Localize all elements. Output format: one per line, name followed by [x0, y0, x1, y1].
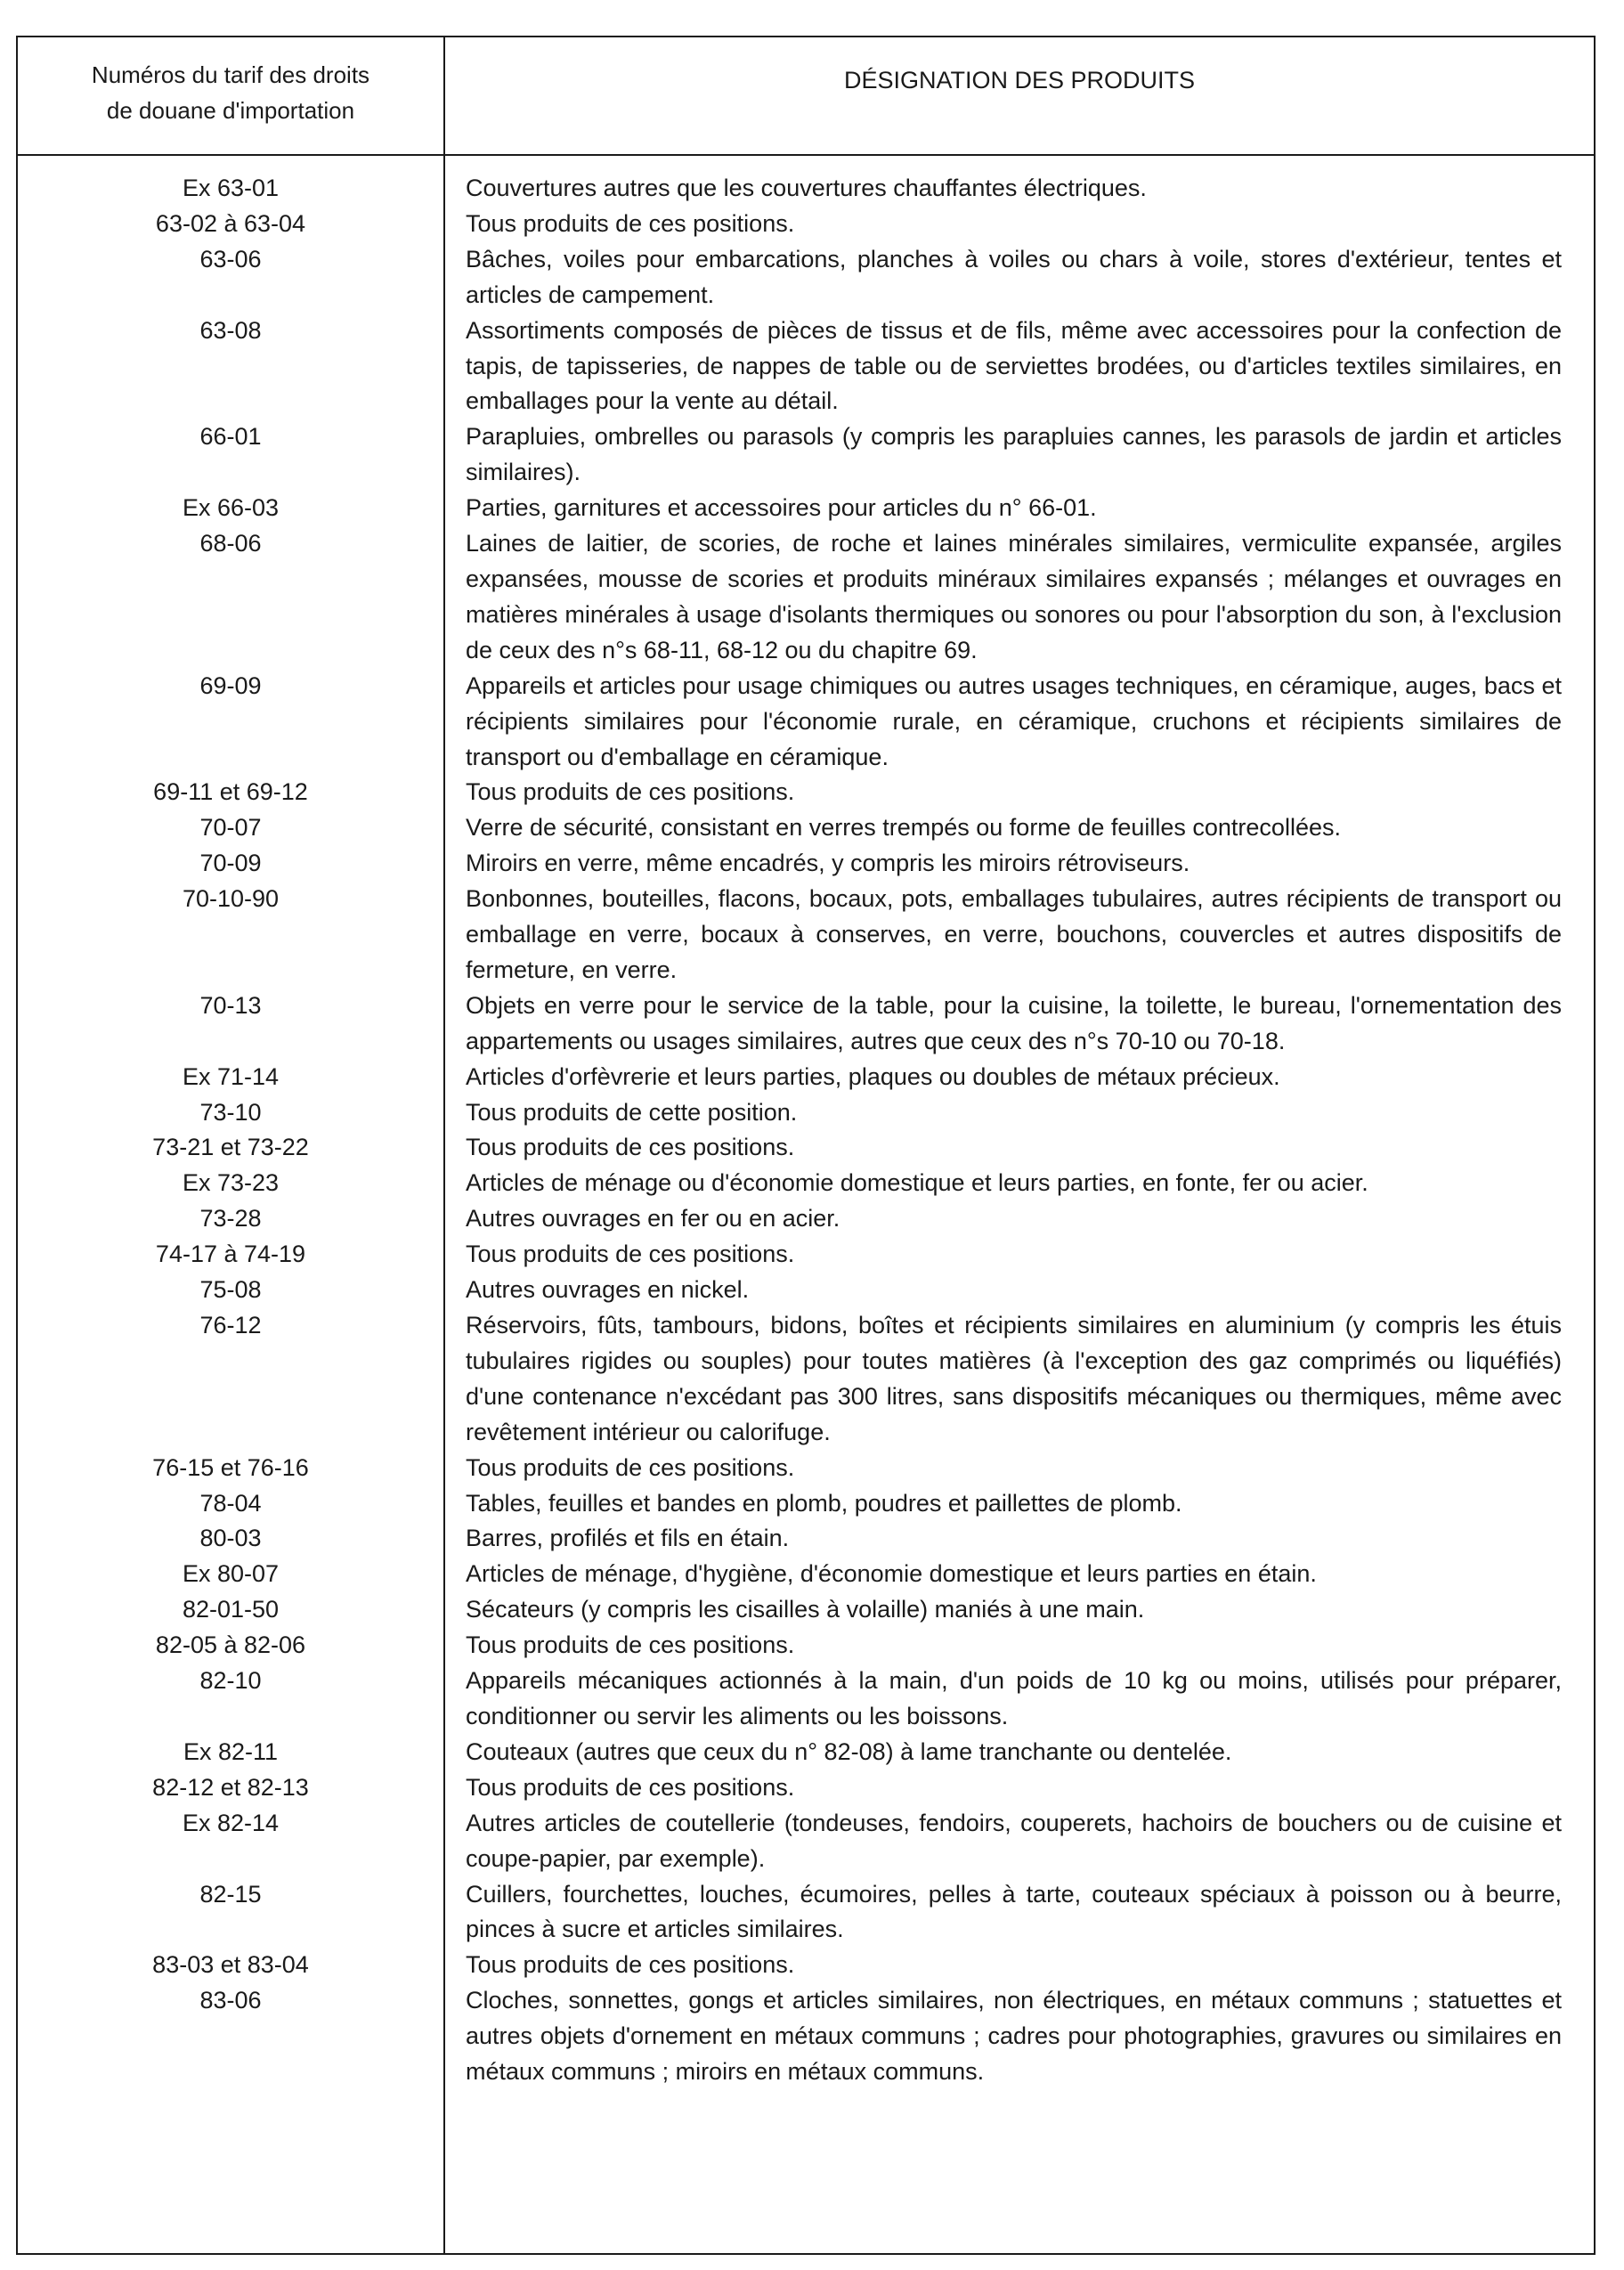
tariff-number: 73-10 [199, 1098, 262, 1126]
table-row [18, 882, 1594, 989]
tariff-number: 75-08 [199, 1276, 262, 1304]
product-designation: Tous produits de ces positions. [466, 1241, 795, 1268]
table-row [18, 1735, 1594, 1770]
table-row [18, 669, 1594, 776]
tariff-number: 70-09 [199, 850, 262, 877]
table-row [18, 1592, 1594, 1628]
header-product-designation: DÉSIGNATION DES PRODUITS [843, 67, 1196, 94]
table-row [18, 1983, 1594, 2090]
header-tariff-numbers: Numéros du tarif des droits de douane d'importation [91, 61, 370, 124]
tariff-number: 83-03 et 83-04 [152, 1951, 309, 1979]
tariff-number: 74-17 à 74-19 [155, 1241, 306, 1268]
product-designation: Tous produits de ces positions. [466, 1631, 795, 1659]
table-header [18, 37, 1594, 156]
table-row [18, 1166, 1594, 1201]
tariff-number: 70-13 [199, 991, 262, 1019]
table-row [18, 1486, 1594, 1522]
table-row [18, 1770, 1594, 1806]
tariff-number: 82-12 et 82-13 [152, 1773, 309, 1801]
product-designation: Articles de ménage, d'hygiène, d'économie domestique et leurs parties en étain. [466, 1560, 1317, 1588]
product-designation: Miroirs en verre, même encadrés, y compris les miroirs rétroviseurs. [466, 850, 1190, 877]
tariff-number: Ex 80-07 [182, 1560, 280, 1588]
product-designation: Tous produits de cette position. [466, 1098, 798, 1126]
table-row [18, 171, 1594, 207]
table-row [18, 1877, 1594, 1949]
tariff-number: 70-07 [199, 814, 262, 842]
table-row [18, 491, 1594, 526]
table-row [18, 775, 1594, 810]
tariff-number: 83-06 [199, 1987, 262, 2014]
product-designation: Tous produits de ces positions. [466, 778, 795, 806]
tariff-number: 82-15 [199, 1880, 262, 1908]
table-row [18, 1130, 1594, 1166]
product-designation: Articles de ménage ou d'économie domestique et leurs parties, en fonte, fer ou acier. [466, 1169, 1368, 1197]
table-row [18, 1806, 1594, 1877]
product-designation: Autres ouvrages en nickel. [466, 1276, 750, 1304]
tariff-number: 68-06 [199, 530, 262, 557]
tariff-number: 63-02 à 63-04 [155, 209, 306, 237]
table-row [18, 1628, 1594, 1664]
tariff-number: 63-08 [199, 316, 262, 344]
tariff-number: Ex 73-23 [182, 1169, 280, 1197]
tariff-number: Ex 82-11 [183, 1737, 279, 1765]
product-designation: Parties, garnitures et accessoires pour articles du n° 66-01. [466, 494, 1097, 522]
product-designation: Tous produits de ces positions. [466, 1453, 795, 1481]
tariff-number: 80-03 [199, 1525, 262, 1552]
product-designation: Barres, profilés et fils en étain. [466, 1525, 790, 1552]
tariff-number: 82-05 à 82-06 [155, 1631, 306, 1659]
tariff-number: 63-06 [199, 245, 262, 273]
table-row [18, 1521, 1594, 1557]
product-designation: Couvertures autres que les couvertures chauffantes électriques. [466, 175, 1147, 201]
product-designation: Tous produits de ces positions. [466, 1773, 795, 1801]
tariff-number: 76-15 et 76-16 [152, 1453, 309, 1481]
table-row [18, 810, 1594, 846]
product-designation: Sécateurs (y compris les cisailles à volaille) maniés à une main. [466, 1596, 1145, 1623]
table-row [18, 419, 1594, 491]
table-row [18, 989, 1594, 1060]
product-designation: Assortiments composés de pièces de tissus et de fils, même avec accessoires pour la confection de tapis, de tapisseries, de nappes de table ou de serviettes brodées, ou d'articles textiles similaires, en emballages pour la vente au détail. [466, 316, 1562, 415]
table-body [18, 171, 1594, 2090]
table-row [18, 526, 1594, 669]
table-row [18, 1060, 1594, 1095]
table-row [18, 1948, 1594, 1983]
tariff-number: 73-28 [199, 1205, 262, 1233]
tariff-number: 66-01 [199, 423, 262, 451]
table-row [18, 1557, 1594, 1592]
table-row [18, 207, 1594, 242]
tariff-number: 69-11 et 69-12 [153, 778, 308, 806]
product-designation: Bâches, voiles pour embarcations, planches à voiles ou chars à voile, stores d'extérieur, tentes et articles de campement. [466, 245, 1562, 308]
product-designation: Appareils et articles pour usage chimiques ou autres usages techniques, en céramique, auges, bacs et récipients similaires pour l'économie rurale, en céramique, cruchons et récipients similaires de transport ou d'emballage en céramique. [466, 671, 1562, 770]
product-designation: Couteaux (autres que ceux du n° 82-08) à lame tranchante ou dentelée. [466, 1737, 1232, 1765]
product-designation: Autres articles de coutellerie (tondeuses, fendoirs, couperets, hachoirs de bouchers ou de cuisine et coupe-papier, par exemple). [466, 1809, 1562, 1872]
table-row [18, 1201, 1594, 1237]
product-designation: Articles d'orfèvrerie et leurs parties, plaques ou doubles de métaux précieux. [466, 1062, 1280, 1090]
tariff-table [16, 36, 1596, 2255]
product-designation: Objets en verre pour le service de la table, pour la cuisine, la toilette, le bureau, l'ornementation des appartements ou usages similaires, autres que ceux des n°s 70-10 ou 70-18. [466, 991, 1562, 1054]
product-designation: Réservoirs, fûts, tambours, bidons, boîtes et récipients similaires en aluminium (y compris les étuis tubulaires rigides ou souples) pour toutes matières (à l'exception des gaz comprimés ou liquéfiés) d'une contenance n'excédant pas 300 litres, sans dispositifs mécaniques ou thermiques, même avec revêtement intérieur ou calorifuge. [466, 1312, 1562, 1445]
table-row [18, 846, 1594, 882]
table-row [18, 1095, 1594, 1131]
tariff-number: 70-10-90 [182, 885, 280, 913]
table-row [18, 1451, 1594, 1486]
product-designation: Parapluies, ombrelles ou parasols (y compris les parapluies cannes, les parasols de jardin et articles similaires). [466, 423, 1562, 486]
product-designation: Autres ouvrages en fer ou en acier. [466, 1205, 840, 1233]
table-row [18, 313, 1594, 420]
tariff-number: Ex 71-14 [182, 1062, 280, 1090]
table-row [18, 1308, 1594, 1451]
tariff-number: 82-01-50 [182, 1596, 280, 1623]
product-designation: Tous produits de ces positions. [466, 1951, 795, 1979]
product-designation: Bonbonnes, bouteilles, flacons, bocaux, pots, emballages tubulaires, autres récipients de transport ou emballage en verre, bocaux à conserves, en verre, bouchons, couvercles et autres dispositifs de fermeture, en verre. [466, 885, 1562, 983]
table-row [18, 1237, 1594, 1273]
tariff-number: 73-21 et 73-22 [152, 1134, 309, 1161]
product-designation: Cloches, sonnettes, gongs et articles similaires, non électriques, en métaux communs ; statuettes et autres objets d'ornement en métaux communs ; cadres pour photographies, gravures ou similaires en métaux communs ; miroirs en métaux communs. [466, 1987, 1562, 2086]
tariff-number: Ex 82-14 [182, 1809, 280, 1836]
table-row [18, 242, 1594, 313]
tariff-number: 82-10 [199, 1667, 262, 1695]
tariff-number: 76-12 [199, 1312, 262, 1338]
product-designation: Tous produits de ces positions. [466, 209, 795, 237]
tariff-number: 69-09 [199, 671, 262, 699]
product-designation: Tables, feuilles et bandes en plomb, poudres et paillettes de plomb. [466, 1489, 1182, 1517]
product-designation: Cuillers, fourchettes, louches, écumoires, pelles à tarte, couteaux spéciaux à poisson ou à beurre, pinces à sucre et articles similaires. [466, 1880, 1562, 1943]
product-designation: Appareils mécaniques actionnés à la main, d'un poids de 10 kg ou moins, utilisés pour préparer, conditionner ou servir les aliments ou les boissons. [466, 1667, 1562, 1729]
table-row [18, 1273, 1594, 1308]
tariff-number: Ex 66-03 [182, 494, 280, 522]
tariff-number: Ex 63-01 [182, 175, 280, 201]
product-designation: Tous produits de ces positions. [466, 1134, 795, 1161]
table-row [18, 1664, 1594, 1735]
product-designation: Laines de laitier, de scories, de roche et laines minérales similaires, vermiculite expansée, argiles expansées, mousse de scories et produits minéraux similaires expansés ; mélanges et ouvrages en matières minérales à usage d'isolants thermiques ou sonores ou pour l'absorption du son, à l'exclusion de ceux des n°s 68-11, 68-12 ou du chapitre 69. [466, 530, 1562, 663]
tariff-number: 78-04 [199, 1489, 262, 1517]
product-designation: Verre de sécurité, consistant en verres trempés ou forme de feuilles contrecollées. [466, 814, 1341, 842]
